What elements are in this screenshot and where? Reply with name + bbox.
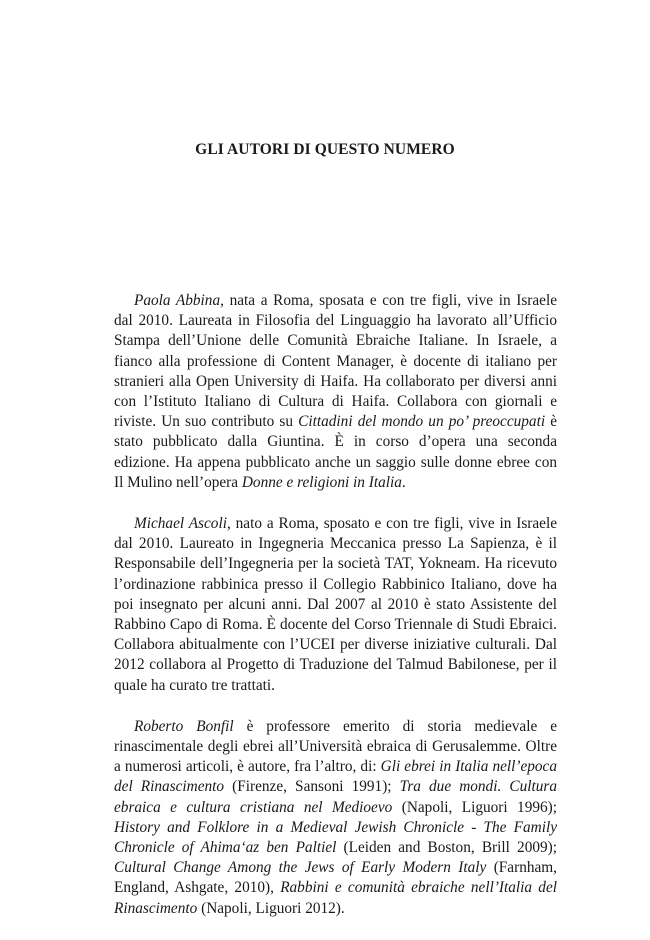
bio-text: (Leiden and Boston, Brill 2009); [336,839,557,857]
book-title: Cultural Change Among the Jews of Early Modern Italy [114,859,487,877]
page-title: GLI AUTORI DI QUESTO NUMERO [195,141,455,158]
author-bio-bonfil [114,717,557,919]
bio-text: . [401,473,406,491]
bio-text: (Napoli, Liguori 2012). [197,899,345,917]
bio-text: , nata a Roma, sposata e con tre figli, vive in Israele dal 2010. Laureata in Filosofia del Linguaggio ha lavorato all’Ufficio Stampa dell’Unione delle Comunità Ebraiche Italiane. In Israele, a fianco alla professione di Content Manager, è docente di italiano per stranieri alla Open University di Haifa. Ha collaborato per diversi anni con l’Istituto Italiano di Cultura di Haifa. Collabora con giornali e riviste. Un suo contributo su [114,292,558,431]
book-title: Tra due mondi. Cultura ebraica e cultura cristiana nel Medioevo [114,778,557,816]
author-name: Paola Abbina [134,292,221,309]
book-title: Rabbini e comunità ebraiche nell’Italia del Rinascimento [114,879,557,917]
bio-text: (Farnham, England, Ashgate, 2010), [114,859,558,897]
book-title: History and Folklore in a Medieval Jewish Chronicle - The Family Chronicle of Ahima‘az ben Paltiel [114,818,557,857]
author-bio-abbina [114,291,557,493]
author-name: Michael Ascoli [134,515,227,533]
book-title: Donne e religioni in Italia [241,473,402,491]
book-title: Gli ebrei in Italia nell’epoca del Rinascimento [114,758,557,796]
author-name: Roberto Bonfil [134,717,234,735]
bio-text: (Napoli, Liguori 1996); [392,798,557,816]
author-bios [114,291,557,940]
bio-text: , nato a Roma, sposato e con tre figli, vive in Israele dal 2010. Laureato in Ingegneria Meccanica presso La Sapienza, è il Responsabile dell’Ingegneria per la società TAT, Yokneam. Ha ricevuto l’ordinazione rabbinica presso il Collegio Rabbinico Italiano, dove ha poi insegnato per alcuni anni. Dal 2007 al 2010 è stato Assistente del Rabbino Capo di Roma. È docente del Corso Triennale di Studi Ebraici. Collabora abitualmente con l’UCEI per diverse iniziative culturali. Dal 2012 collabora al Progetto di Traduzione del Talmud Babilonese, per il quale ha curato tre trattati. [114,515,558,694]
bio-text: è stato pubblicato dalla Giuntina. È in corso d’opera una seconda edizione. Ha appena pubblicato anche un saggio sulle donne ebree con Il Mulino nell’opera [114,413,558,491]
author-bio-ascoli [114,514,557,696]
bio-text: (Firenze, Sansoni 1991); [224,778,400,796]
book-title: Cittadini del mondo un po’ preoccupati [298,413,546,431]
bio-text: è professore emerito di storia medievale e rinascimentale degli ebrei all’Università ebraica di Gerusalemme. Oltre a numerosi articoli, è autore, fra l’altro, di: [114,717,557,776]
